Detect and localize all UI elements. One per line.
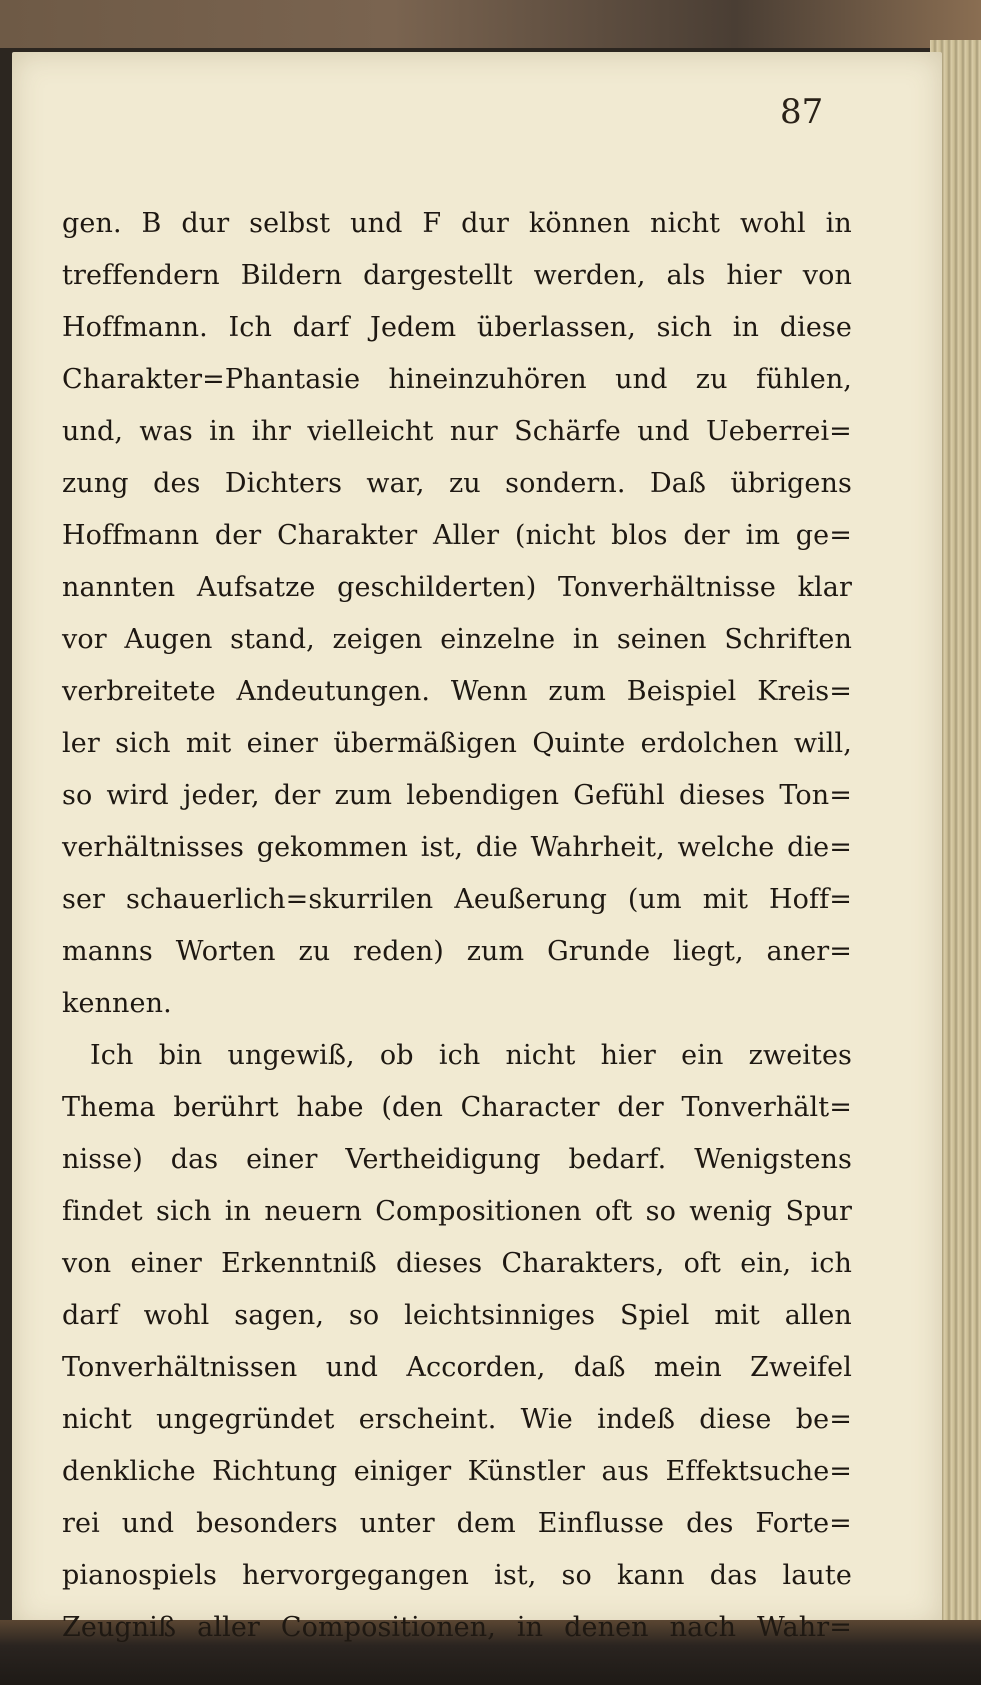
word: das — [170, 1144, 219, 1175]
word: Compositionen, — [280, 1612, 496, 1643]
word: der — [273, 780, 321, 811]
word: oft — [594, 1196, 633, 1227]
word: Aeußerung — [454, 884, 607, 915]
top-page-edge — [0, 0, 981, 48]
word: neuern — [264, 1196, 362, 1227]
word: besonders — [196, 1508, 338, 1539]
word: einer — [130, 1248, 202, 1279]
text-line — [62, 1602, 852, 1654]
word: können — [528, 208, 631, 239]
text-line — [62, 822, 852, 874]
word: Bildern — [240, 260, 343, 291]
word: sich — [115, 728, 171, 759]
word: indeß — [597, 1404, 675, 1435]
word: zu — [298, 936, 331, 967]
word: nicht — [650, 208, 721, 239]
text-line — [62, 770, 852, 822]
word: das — [709, 1560, 758, 1591]
text-line — [62, 1290, 852, 1342]
word: zeigen — [332, 624, 423, 655]
text-line — [62, 1134, 852, 1186]
word: dieses — [679, 780, 766, 811]
word: wohl — [143, 1300, 210, 1331]
word: erscheint. — [358, 1404, 497, 1435]
word: der — [683, 520, 730, 551]
word: erdolchen — [640, 728, 779, 759]
word: denen — [564, 1612, 649, 1643]
word: mit — [702, 884, 749, 915]
word: blos — [611, 520, 668, 551]
word: Wahr= — [757, 1612, 852, 1643]
word: Einflusse — [537, 1508, 665, 1539]
word: Thema — [62, 1092, 156, 1123]
word: zung — [62, 468, 129, 499]
text-line — [62, 1550, 852, 1602]
body-text — [62, 198, 852, 1654]
word: gen. — [62, 208, 122, 239]
word: leichtsinniges — [404, 1300, 596, 1331]
word: Schärfe — [514, 416, 621, 447]
word: Aller — [432, 520, 500, 551]
word: aus — [601, 1456, 650, 1487]
word: daß — [573, 1352, 626, 1383]
word: allen — [784, 1300, 852, 1331]
text-line — [62, 1446, 852, 1498]
word: zum — [548, 676, 606, 707]
word: Tonverhältnissen — [62, 1352, 298, 1383]
word: des — [153, 468, 201, 499]
word: verhältnisses — [62, 832, 244, 863]
word: nur — [449, 416, 498, 447]
word: Compositionen — [375, 1196, 582, 1227]
word: Spiel — [620, 1300, 690, 1331]
word: sich — [656, 312, 713, 343]
word: Andeutungen. — [236, 676, 431, 707]
word: Kreis= — [757, 676, 852, 707]
word: Daß — [649, 468, 707, 499]
word: dur — [461, 208, 509, 239]
word: findet — [62, 1196, 143, 1227]
word: die — [475, 832, 518, 863]
text-line — [62, 354, 852, 406]
word: vor — [62, 624, 107, 655]
word: Hoffmann — [62, 520, 200, 551]
word: war, — [366, 468, 425, 499]
word: Augen — [124, 624, 213, 655]
word: (um — [627, 884, 682, 915]
word: Wie — [520, 1404, 573, 1435]
word: bedarf. — [568, 1144, 667, 1175]
text-line — [62, 1498, 852, 1550]
word: manns — [62, 936, 153, 967]
word: ungegründet — [156, 1404, 335, 1435]
text-line — [62, 1394, 852, 1446]
word: dem — [456, 1508, 516, 1539]
word: des — [686, 1508, 734, 1539]
word: Ton= — [779, 780, 852, 811]
word: laute — [782, 1560, 852, 1591]
text-line — [62, 1238, 852, 1290]
word: stand, — [230, 624, 315, 655]
word: so — [348, 1300, 380, 1331]
word: Vertheidigung — [345, 1144, 541, 1175]
word: ler — [62, 728, 100, 759]
word: zweites — [748, 1040, 852, 1071]
word: zum — [466, 936, 525, 967]
word: pianospiels — [62, 1560, 218, 1591]
word: dargestellt — [363, 260, 513, 291]
word: aller — [197, 1612, 260, 1643]
page-number: 87 — [780, 92, 824, 132]
word: reden) — [353, 936, 444, 967]
word: rei — [62, 1508, 100, 1539]
word: wenig — [689, 1196, 773, 1227]
word: Grunde — [547, 936, 651, 967]
word: in — [732, 312, 760, 343]
word: vielleicht — [307, 416, 434, 447]
word: Charakter=Phantasie — [62, 364, 361, 395]
text-line — [62, 1082, 852, 1134]
word: dur — [181, 208, 230, 239]
text-line — [62, 978, 852, 1030]
word: hier — [726, 260, 782, 291]
word: Zeugniß — [62, 1612, 177, 1643]
word: habe — [296, 1092, 364, 1123]
word: Dichters — [224, 468, 343, 499]
text-line — [62, 250, 852, 302]
word: Schriften — [724, 624, 852, 655]
word: hineinzuhören — [388, 364, 587, 395]
text-line — [62, 614, 852, 666]
word: Spur — [785, 1196, 852, 1227]
word: ihr — [251, 416, 291, 447]
word: einiger — [353, 1456, 452, 1487]
word: (den — [381, 1092, 443, 1123]
word: Gefühl — [573, 780, 665, 811]
word: F — [422, 208, 442, 239]
word: ob — [379, 1040, 414, 1071]
text-line — [62, 874, 852, 926]
word: zu — [448, 468, 481, 499]
word: lebendigen — [406, 780, 560, 811]
word: darf — [292, 312, 350, 343]
word: im — [745, 520, 781, 551]
word: in — [209, 416, 236, 447]
word: mit — [714, 1300, 760, 1331]
word: und — [325, 1352, 379, 1383]
word: zu — [695, 364, 728, 395]
word: Charakters, — [501, 1248, 665, 1279]
word: liegt, — [673, 936, 744, 967]
word: Beispiel — [626, 676, 737, 707]
word: Ueberrei= — [705, 416, 852, 447]
word: Richtung — [212, 1456, 338, 1487]
word: einer — [246, 1144, 318, 1175]
word: ich — [810, 1248, 852, 1279]
word: seinen — [616, 624, 707, 655]
word: einer — [246, 728, 318, 759]
word: nicht — [505, 1040, 576, 1071]
word: so — [62, 780, 93, 811]
word: Aufsatze — [196, 572, 316, 603]
word: so — [645, 1196, 676, 1227]
word: Hoff= — [769, 884, 852, 915]
word: sondern. — [505, 468, 626, 499]
word: jeder, — [183, 780, 260, 811]
word: Hoffmann. — [62, 312, 208, 343]
word: dieses — [396, 1248, 483, 1279]
word: als — [666, 260, 706, 291]
word: überlassen, — [476, 312, 636, 343]
word: Tonverhältnisse — [558, 572, 776, 603]
word: welche — [677, 832, 775, 863]
word: mein — [653, 1352, 722, 1383]
word: diese — [779, 312, 852, 343]
word: von — [62, 1248, 112, 1279]
word: ist, — [420, 832, 464, 863]
word: (nicht — [514, 520, 596, 551]
word: Worten — [175, 936, 276, 967]
word: Ich — [228, 312, 272, 343]
word: ge= — [795, 520, 852, 551]
word: Tonverhält= — [681, 1092, 852, 1123]
word: diese — [699, 1404, 772, 1435]
word: der — [617, 1092, 664, 1123]
word: der — [214, 520, 262, 551]
word: selbst — [249, 208, 331, 239]
word: und, — [62, 416, 124, 447]
text-line — [62, 1030, 852, 1082]
word: in — [224, 1196, 251, 1227]
word: und — [615, 364, 668, 395]
word: verbreitete — [62, 676, 216, 707]
word: Quinte — [532, 728, 626, 759]
word: sagen, — [234, 1300, 325, 1331]
word: so — [561, 1560, 592, 1591]
word: Jedem — [370, 312, 457, 343]
word: werden, — [533, 260, 646, 291]
text-line — [62, 718, 852, 770]
word: treffendern — [62, 260, 220, 291]
word: gekommen — [256, 832, 408, 863]
word: klar — [797, 572, 852, 603]
word: fühlen, — [755, 364, 852, 395]
word: hervorgegangen — [242, 1560, 469, 1591]
word: bin — [158, 1040, 203, 1071]
word: oft — [683, 1248, 721, 1279]
word: schauerlich=skurrilen — [125, 884, 434, 915]
word: darf — [62, 1300, 119, 1331]
word: berührt — [173, 1092, 279, 1123]
word: Wenigstens — [694, 1144, 852, 1175]
word: Ich — [90, 1040, 134, 1071]
word: kann — [617, 1560, 685, 1591]
word: be= — [795, 1404, 852, 1435]
word: übrigens — [730, 468, 852, 499]
word: und — [121, 1508, 175, 1539]
word: ser — [62, 884, 106, 915]
word: die= — [787, 832, 852, 863]
word: denkliche — [62, 1456, 196, 1487]
word: kennen. — [62, 988, 172, 1019]
word: Charakter — [277, 520, 418, 551]
word: und — [637, 416, 690, 447]
word: in — [572, 624, 600, 655]
text-line — [62, 926, 852, 978]
word: Effektsuche= — [665, 1456, 852, 1487]
word: übermäßigen — [333, 728, 518, 759]
word: und — [350, 208, 403, 239]
word: sich — [156, 1196, 212, 1227]
word: einzelne — [440, 624, 556, 655]
word: nannten — [62, 572, 176, 603]
word: nach — [669, 1612, 737, 1643]
word: nisse) — [62, 1144, 143, 1175]
text-line — [62, 666, 852, 718]
word: von — [802, 260, 852, 291]
text-line — [62, 1186, 852, 1238]
text-line — [62, 458, 852, 510]
text-line — [62, 562, 852, 614]
word: Forte= — [755, 1508, 852, 1539]
word: was — [139, 416, 193, 447]
word: in — [516, 1612, 544, 1643]
word: mit — [185, 728, 232, 759]
word: ist, — [494, 1560, 537, 1591]
word: Künstler — [467, 1456, 586, 1487]
word: Erkenntniß — [221, 1248, 377, 1279]
word: Zweifel — [750, 1352, 852, 1383]
word: ungewiß, — [227, 1040, 355, 1071]
word: geschilderten) — [337, 572, 537, 603]
word: Wahrheit, — [530, 832, 665, 863]
word: Wenn — [450, 676, 528, 707]
word: nicht — [62, 1404, 132, 1435]
word: wird — [106, 780, 169, 811]
word: B — [141, 208, 162, 239]
word: Accorden, — [406, 1352, 546, 1383]
word: unter — [359, 1508, 435, 1539]
word: Character — [460, 1092, 600, 1123]
word: ein — [681, 1040, 724, 1071]
text-line — [62, 198, 852, 250]
word: wohl — [739, 208, 806, 239]
word: zum — [334, 780, 393, 811]
word: in — [825, 208, 852, 239]
word: hier — [600, 1040, 656, 1071]
word: ich — [438, 1040, 481, 1071]
text-line — [62, 510, 852, 562]
word: aner= — [766, 936, 852, 967]
text-line — [62, 302, 852, 354]
text-line — [62, 406, 852, 458]
text-line — [62, 1342, 852, 1394]
word: will, — [793, 728, 852, 759]
word: ein, — [740, 1248, 792, 1279]
